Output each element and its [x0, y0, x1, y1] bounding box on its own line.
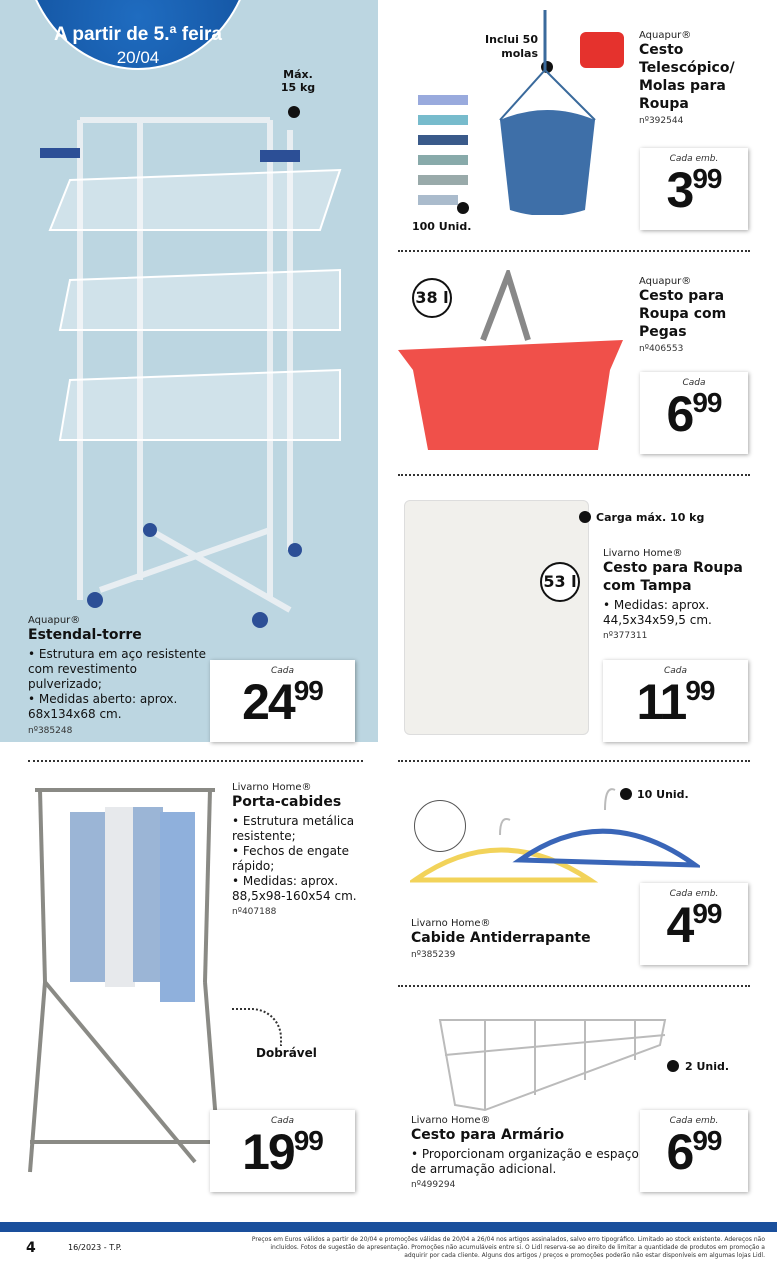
bullet: • Estrutura metálica resistente;	[232, 814, 377, 844]
ref: nº407188	[232, 907, 277, 917]
units-note: 100 Unid.	[412, 220, 472, 233]
capacity-badge: 53 l	[540, 562, 580, 602]
bullet: • Estrutura em aço resistente com revestimento pulverizado;	[28, 647, 213, 692]
product-estendal	[28, 615, 213, 736]
product-cesto-armario	[411, 1115, 641, 1190]
footer-bar	[0, 1222, 777, 1232]
badge-date: 20/04	[116, 48, 160, 67]
clips-note: Inclui 50 molas	[485, 33, 538, 60]
wire-basket-image	[435, 1005, 670, 1115]
price: $11^{99}$	[636, 674, 715, 730]
price: $4^{99}$	[666, 897, 722, 953]
ref: nº406553	[639, 344, 684, 354]
max-load-note: Carga máx. 10 kg	[596, 511, 705, 524]
divider	[398, 760, 750, 762]
telescopic-icon	[580, 32, 624, 68]
price: $19^{99}$	[242, 1124, 323, 1180]
price-label: Cada emb.	[669, 889, 719, 899]
price: $6^{99}$	[666, 386, 722, 442]
bullet-dot-icon	[620, 788, 632, 800]
clothes-pegs-image	[410, 90, 480, 210]
divider	[398, 250, 750, 252]
ref: nº385239	[411, 950, 456, 960]
price-box	[640, 883, 748, 965]
drying-rack-image	[40, 110, 350, 630]
capacity-badge: 38 l	[412, 278, 452, 318]
hamper-image	[404, 500, 589, 735]
fold-arrow-icon	[232, 1008, 282, 1046]
ref: nº377311	[603, 631, 648, 641]
brand: Livarno Home®	[411, 918, 491, 929]
bullet: • Fechos de engate rápido;	[232, 844, 377, 874]
product-name: Cesto para Roupa com Tampa	[603, 560, 743, 594]
brand: Aquapur®	[639, 276, 692, 287]
price: $6^{99}$	[666, 1124, 722, 1180]
product-cesto-pegas	[639, 276, 769, 354]
bullet: • Medidas aberto: aprox. 68x134x68 cm.	[28, 692, 213, 722]
bullet-dot-icon	[457, 202, 469, 214]
ref: nº499294	[411, 1180, 456, 1190]
badge-title: A partir de 5.ª feira	[54, 24, 222, 45]
price-label: Cada emb.	[669, 1116, 719, 1126]
max-weight-note: Máx. 15 kg	[280, 68, 316, 94]
price-box	[640, 372, 748, 454]
foldable-note: Dobrável	[256, 1046, 317, 1060]
bullet-dot-icon	[667, 1060, 679, 1072]
bullet: • Medidas: aprox. 44,5x34x59,5 cm.	[603, 598, 773, 628]
units-note: 10 Unid.	[637, 788, 689, 801]
brand: Livarno Home®	[411, 1115, 491, 1126]
price-box	[603, 660, 748, 742]
price-label: Cada	[663, 666, 688, 676]
product-cesto-tampa	[603, 548, 773, 641]
product-name: Cesto para Armário	[411, 1127, 565, 1143]
divider	[398, 985, 750, 987]
product-porta-cabides	[232, 782, 377, 917]
price-label: Cada	[270, 1116, 295, 1126]
brand: Aquapur®	[639, 30, 692, 41]
product-cesto-molas	[639, 30, 769, 126]
brand: Livarno Home®	[603, 548, 683, 559]
product-name: Cesto para Roupa com Pegas	[639, 288, 727, 340]
divider	[28, 760, 363, 762]
divider	[398, 474, 750, 476]
price-label: Cada emb.	[669, 154, 719, 164]
price-box	[640, 1110, 748, 1192]
brand: Aquapur®	[28, 615, 81, 626]
product-name: Cabide Antiderrapante	[411, 930, 591, 946]
price-box	[640, 148, 748, 230]
ref: nº392544	[639, 116, 684, 126]
clothes-rack-image	[25, 782, 225, 1192]
bullet-dot-icon	[579, 511, 591, 523]
units-note: 2 Unid.	[685, 1060, 730, 1073]
price: $3^{99}$	[666, 162, 722, 218]
price-label: Cada	[270, 666, 295, 676]
ref: nº385248	[28, 726, 73, 736]
product-cabide	[411, 918, 631, 960]
laundry-basket-image	[398, 270, 626, 455]
bullet: • Proporcionam organização e espaço de arrumação adicional.	[411, 1147, 641, 1177]
disclaimer: Preços em Euros válidos a partir de 20/04 e promoções válidas de 20/04 a 26/04 nos artigos assinalados, salvo erro tipográfico. Limitado ao stock existente. Adereços não incluídos. Fotos de sugestão de apresentação. Promoções não acumuláveis entre si. O Lidl reserva-se ao direito de limitar a quantidade de produtos em promoção a adquirir por cada cliente. Alguns dos artigos / preços e promoções poderão não estar disponíveis em algumas lojas Lidl.	[251, 1236, 765, 1259]
edition-code: 16/2023 - T.P.	[68, 1243, 122, 1252]
price-box	[210, 660, 355, 742]
product-name: Porta-cabides	[232, 794, 342, 810]
price-box	[210, 1110, 355, 1192]
product-name: Cesto Telescópico/ Molas para Roupa	[639, 42, 735, 112]
price-label: Cada	[682, 378, 706, 388]
product-name: Estendal-torre	[28, 627, 142, 643]
bullet: • Medidas: aprox. 88,5x98-160x54 cm.	[232, 874, 377, 904]
brand: Livarno Home®	[232, 782, 312, 793]
price: $24^{99}$	[242, 674, 323, 730]
page-number: 4	[26, 1240, 36, 1256]
